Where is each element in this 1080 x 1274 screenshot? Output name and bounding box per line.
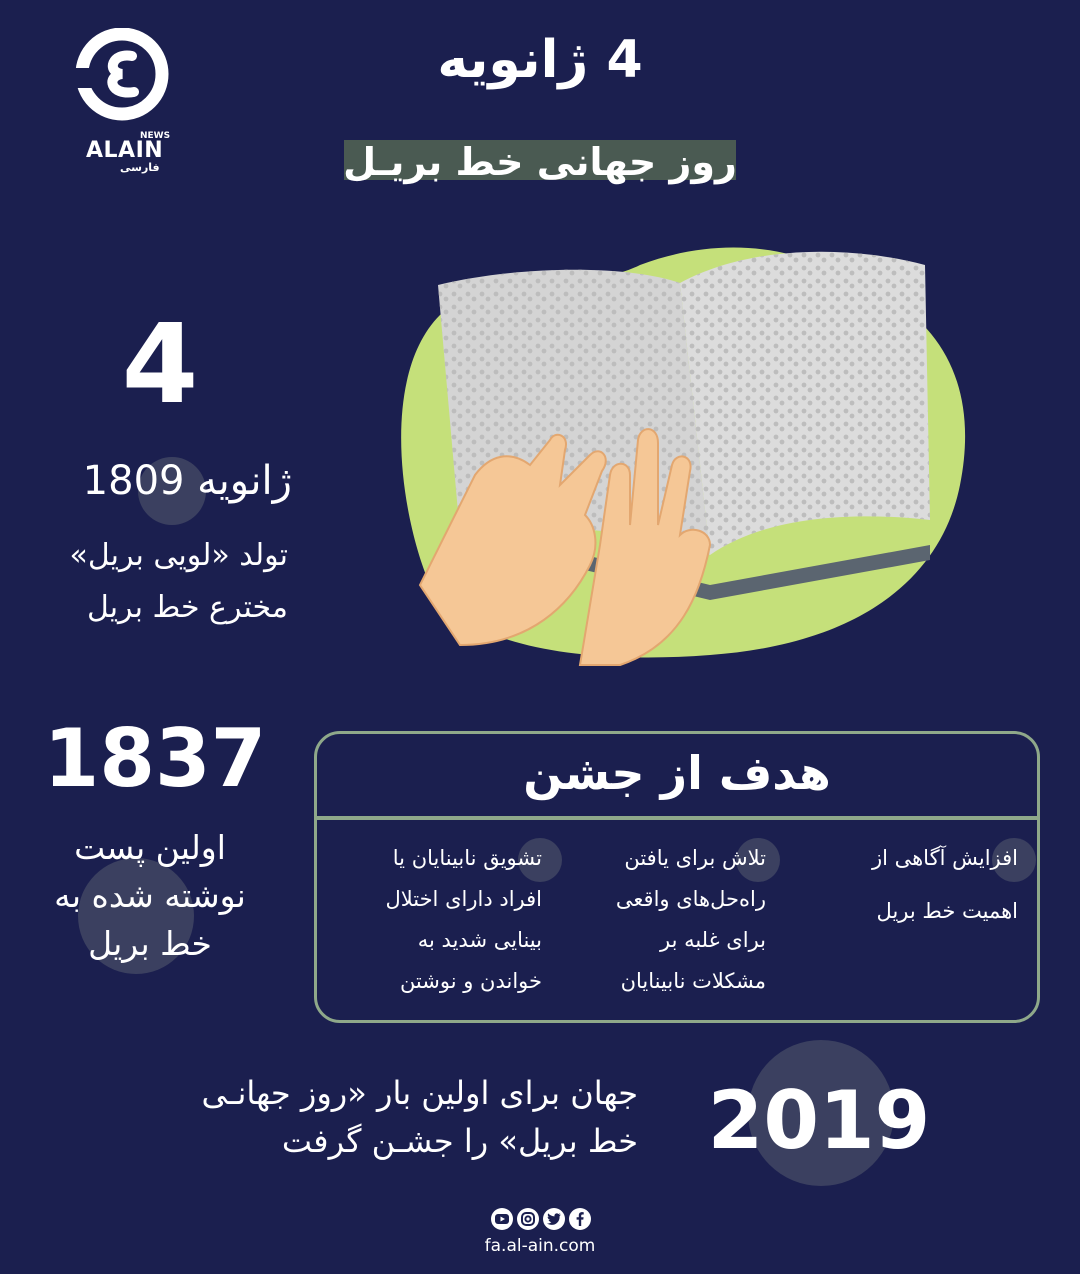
- goal-middle-line: راه‌حل‌های واقعی: [615, 887, 766, 911]
- goal-left-line: افراد دارای اختلال: [385, 887, 542, 911]
- event1-line1: تولد «لویی بریل»: [69, 538, 288, 573]
- event1-month-year: ژانویه 1809: [82, 458, 292, 504]
- page-title: 4 ژانویه: [437, 30, 643, 90]
- page-subtitle: روز جهانی خط بریـل: [343, 140, 737, 184]
- goal-middle-line: مشکلات نابینایان: [620, 969, 766, 993]
- event3-year: 2019: [707, 1074, 931, 1167]
- goal-middle-line: تلاش برای یافتن: [624, 846, 766, 870]
- alain-logo-mark: [72, 28, 172, 128]
- goal-left-line: خواندن و نوشتن: [399, 969, 542, 993]
- goal-middle-line: برای غلبه بر: [659, 928, 766, 952]
- goals-title: هدف از جشن: [523, 746, 831, 800]
- goals-divider: [317, 816, 1037, 820]
- logo-sub: فارسی: [120, 161, 160, 174]
- event3-line1: جهان برای اولین بار «روز جهانـی: [201, 1074, 638, 1112]
- event3-line2: خط بریل» را جشـن گرفت: [281, 1122, 638, 1160]
- logo-news-label: NEWS: [140, 131, 171, 141]
- event2-year: 1837: [43, 712, 267, 805]
- event2-line1: اولین پست: [74, 828, 226, 867]
- event2-line3: خط بریل: [88, 924, 212, 963]
- social-icons: [478, 1208, 604, 1234]
- goal-left: [346, 838, 542, 1002]
- braille-book-illustration: [380, 225, 980, 675]
- goal-middle: [586, 838, 766, 1002]
- facebook-icon[interactable]: [569, 1208, 591, 1230]
- logo-name: ALAIN: [86, 138, 164, 163]
- event2-line2: نوشته شده به: [54, 876, 246, 915]
- twitter-icon[interactable]: [543, 1208, 565, 1230]
- instagram-icon[interactable]: [517, 1208, 539, 1230]
- goal-left-line: بینایی شدید به: [417, 928, 542, 952]
- youtube-icon[interactable]: [491, 1208, 513, 1230]
- goal-right-line: افزایش آگاهی از: [871, 846, 1018, 870]
- event1-day: 4: [121, 300, 199, 428]
- logo: [72, 28, 172, 178]
- goal-left-line: تشویق نابینایان یا: [392, 846, 542, 870]
- event1-line2: مخترع خط بریل: [86, 590, 288, 625]
- footer-url[interactable]: fa.al-ain.com: [484, 1236, 596, 1256]
- goal-right: [820, 838, 1018, 932]
- goal-right-line: اهمیت خط بریل: [876, 899, 1018, 923]
